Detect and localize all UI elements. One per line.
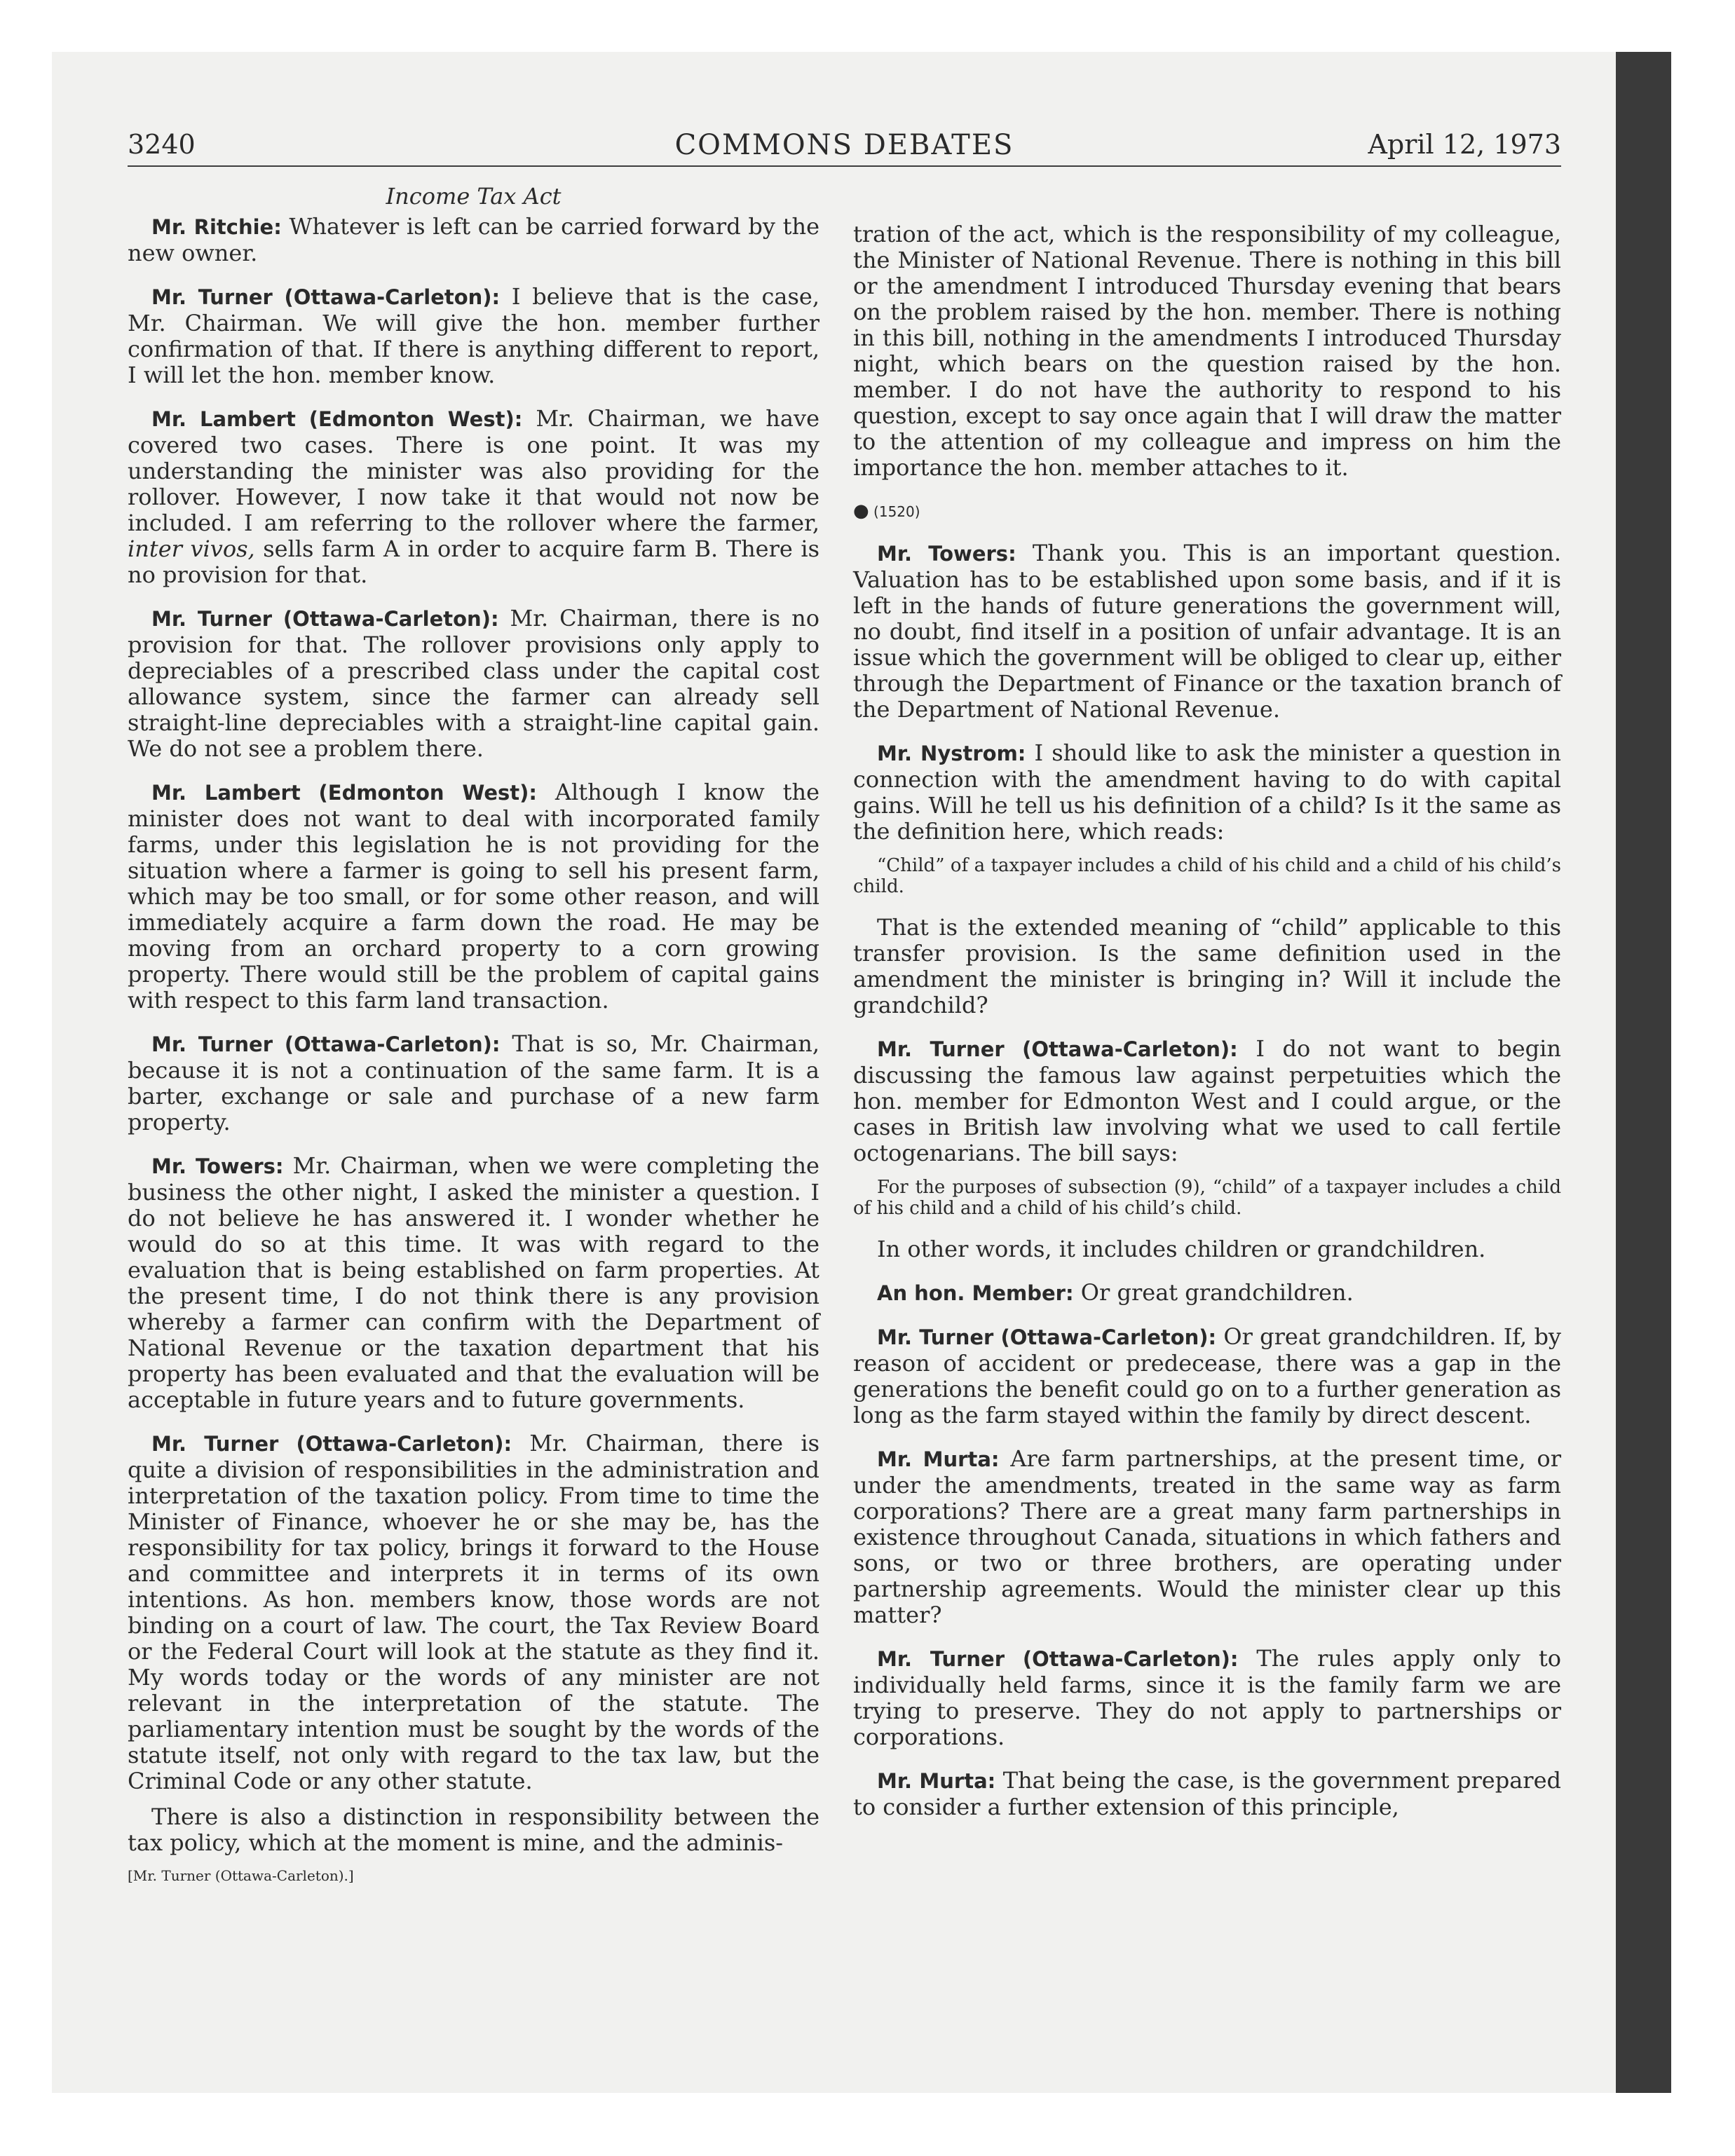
speaker: Mr. Towers: xyxy=(877,542,1016,566)
scan-edge-bar xyxy=(1616,52,1671,2093)
speech-paragraph xyxy=(853,1324,1561,1428)
speaker: Mr. Turner (Ottawa-Carleton): xyxy=(877,1037,1238,1061)
speech-text: Are farm partnerships, at the present time, or under the amendments, treated in the same way as farm corporations? There are a great many farm partnerships in existence throughout Canada, situations in which fathers and sons, or two or three brothers, are operating under partnership agreements. Would the minister clear up this matter? xyxy=(853,1445,1561,1628)
speech-paragraph xyxy=(853,1036,1561,1166)
page-header xyxy=(128,129,1561,171)
speaker: Mr. Nystrom: xyxy=(877,742,1026,765)
bullet-icon: ● xyxy=(853,500,869,521)
speaker: Mr. Lambert (Edmonton West): xyxy=(151,407,523,431)
publication-title: COMMONS DEBATES xyxy=(674,129,1014,161)
speech-paragraph xyxy=(128,1153,819,1413)
speech-paragraph xyxy=(853,1646,1561,1750)
speaker: Mr. Turner (Ottawa-Carleton): xyxy=(151,1032,501,1056)
speaker: Mr. Ritchie: xyxy=(151,215,282,239)
speech-text: That is so, Mr. Chairman, because it is not a continuation of the same farm. It is a barter, exchange or sale and purchase of a new farm property. xyxy=(128,1030,819,1135)
speech-text: Mr. Chairman, there is no provision for that. The rollover provisions only apply to depreciables of a prescribed class under the capital cost allowance system, since the farmer can already sell straight-line depreciables with a straight-line capital gain. We do not see a problem there. xyxy=(128,605,820,762)
speech-paragraph xyxy=(853,1446,1561,1628)
continuation-paragraph: tration of the act, which is the responsibility of my colleague, the Minister of National Revenue. There is nothing in this bill or the amendment I introduced Thursday evening that bears on the problem raised by the hon. member. There is nothing in this bill, nothing in the amendments I introduced Thursday night, which bears on the question raised by the hon. member. I do not have the authority to respond to his question, except to say once again that I will draw the matter to the attention of my colleague and impress on him the importance the hon. member attaches to it. xyxy=(853,221,1561,481)
speech-text: The rules apply only to individually held farms, since it is the family farm we are trying to preserve. They do not apply to partnerships or corporations. xyxy=(853,1645,1561,1750)
speaker: Mr. Lambert (Edmonton West): xyxy=(151,781,537,805)
speech-paragraph xyxy=(128,1804,819,1856)
latin-term: inter vivos, xyxy=(128,535,255,562)
speech-text: I should like to ask the minister a question in connection with the amendment having to do with capital gains. Will he tell us his definition of a child? Is it the same as the definition here, which reads: xyxy=(853,739,1561,845)
speech-paragraph xyxy=(128,284,819,388)
page-number: 3240 xyxy=(128,129,196,160)
block-quote: “Child” of a taxpayer includes a child of his child and a child of his child’s child. xyxy=(853,855,1561,897)
speech-paragraph xyxy=(128,779,819,1014)
speaker: Mr. Turner (Ottawa-Carleton): xyxy=(151,607,499,631)
speaker: Mr. Turner (Ottawa-Carleton): xyxy=(877,1647,1239,1671)
speech-paragraph xyxy=(128,406,819,588)
speaker: Mr. Towers: xyxy=(151,1154,284,1178)
speaker-footer: [Mr. Turner (Ottawa-Carleton).] xyxy=(128,1867,354,1884)
speech-paragraph xyxy=(853,740,1561,845)
speaker: Mr. Turner (Ottawa-Carleton): xyxy=(151,285,501,309)
speaker: Mr. Murta: xyxy=(877,1447,1000,1471)
speech-text: Or great grandchildren. If, by reason of accident or predecease, there was a gap in the generations the benefit could go on to a further generation as long as the farm stayed within the family by direct descent. xyxy=(853,1323,1562,1428)
speech-paragraph xyxy=(128,1431,819,1794)
speaker: Mr. Turner (Ottawa-Carleton): xyxy=(877,1325,1217,1349)
speech-paragraph xyxy=(853,540,1561,723)
speech-paragraph xyxy=(853,1280,1561,1306)
left-column xyxy=(128,184,819,1906)
speech-paragraph xyxy=(853,1768,1561,1820)
speech-paragraph xyxy=(128,606,819,762)
speech-text: Although I know the minister does not want to deal with incorporated family farms, under this legislation he is not providing for the situation where a farmer is going to sell his present farm, which may be too small, or for some other reason, and will immediately acquire a farm down the road. He may be moving from an orchard property to a corn growing property. There would still be the problem of capital gains with respect to this farm land transaction. xyxy=(128,779,820,1014)
speech-text: Mr. Chairman, we have covered two cases. There is one point. It was my understanding the minister was also providing for the rollover. However, I now take it that would not now be included. I am referring to the rollover where the farmer, xyxy=(128,405,820,536)
speech-text: That being the case, is the government prepared to consider a further extension of this principle, xyxy=(853,1767,1561,1820)
speech-text: There is also a distinction in responsibility between the tax policy, which at the moment is mine, and the adminis- xyxy=(128,1803,819,1856)
speaker: Mr. Murta: xyxy=(877,1769,996,1793)
speech-paragraph xyxy=(128,214,819,266)
page-date: April 12, 1973 xyxy=(1368,129,1561,160)
header-rule xyxy=(128,165,1561,167)
speech-text: Mr. Chairman, there is quite a division of responsibilities in the administration and interpretation of the taxation policy. From time to time the Minister of Finance, whoever he or she may be, has the responsibility for tax policy, brings it forward to the House and committee and interprets it in terms of its own intentions. As hon. members know, those words are not binding on a court of law. The court, the Tax Review Board or the Federal Court will look at the statute as they find it. My words today or the words of any minister are not relevant in the interpretation of the statute. The parliamentary intention must be sought by the words of the statute itself, not only with regard to the tax law, but the Criminal Code or any other statute. xyxy=(128,1430,819,1794)
speech-text: I do not want to begin discussing the famous law against perpetuities which the hon. member for Edmonton West and I could argue, or the cases in British law involving what we used to call fertile octogenarians. The bill says: xyxy=(853,1035,1562,1166)
speaker: Mr. Turner (Ottawa-Carleton): xyxy=(151,1432,512,1456)
speaker: An hon. Member: xyxy=(877,1281,1074,1305)
speech-text: sells farm A in order to acquire farm B. There is no provision for that. xyxy=(128,535,820,588)
speech-text: Or great grandchildren. xyxy=(1073,1279,1354,1306)
speech-text: Mr. Chairman, when we were completing the business the other night, I asked the minister a question. I do not believe he has answered it. I wonder whether he would do so at this time. It was with regard to the evaluation that is being established on farm properties. At the present time, I do not think there is any provision whereby a farmer can confirm with the Department of National Revenue or the taxation department that his property has been evaluated and that the evaluation will be acceptable in future years and to future governments. xyxy=(128,1152,819,1413)
right-column xyxy=(853,221,1561,1838)
speech-paragraph: That is the extended meaning of “child” applicable to this transfer provision. Is the same definition used in the amendment the minister is bringing in? Will it include the grandchild? xyxy=(853,914,1561,1018)
speech-text: I believe that is the case, Mr. Chairman. We will give the hon. member further confirmation of that. If there is anything different to report, I will let the hon. member know. xyxy=(128,283,819,388)
speech-paragraph: In other words, it includes children or grandchildren. xyxy=(877,1236,1486,1262)
section-subhead: Income Tax Act xyxy=(386,183,562,210)
block-quote: For the purposes of subsection (9), “child” of a taxpayer includes a child of his child and a child of his child’s child. xyxy=(853,1177,1561,1219)
speech-text: Thank you. This is an important question. Valuation has to be established upon some basis, and if it is left in the hands of future generations the government will, no doubt, find itself in a position of unfair advantage. It is an issue which the government will be obliged to clear up, either through the Department of Finance or the taxation branch of the Department of National Revenue. xyxy=(853,540,1561,723)
speech-paragraph xyxy=(128,1031,819,1135)
time-marker: ● (1520) xyxy=(853,500,920,521)
speech-text: Whatever is left can be carried forward by the new owner. xyxy=(128,213,819,266)
